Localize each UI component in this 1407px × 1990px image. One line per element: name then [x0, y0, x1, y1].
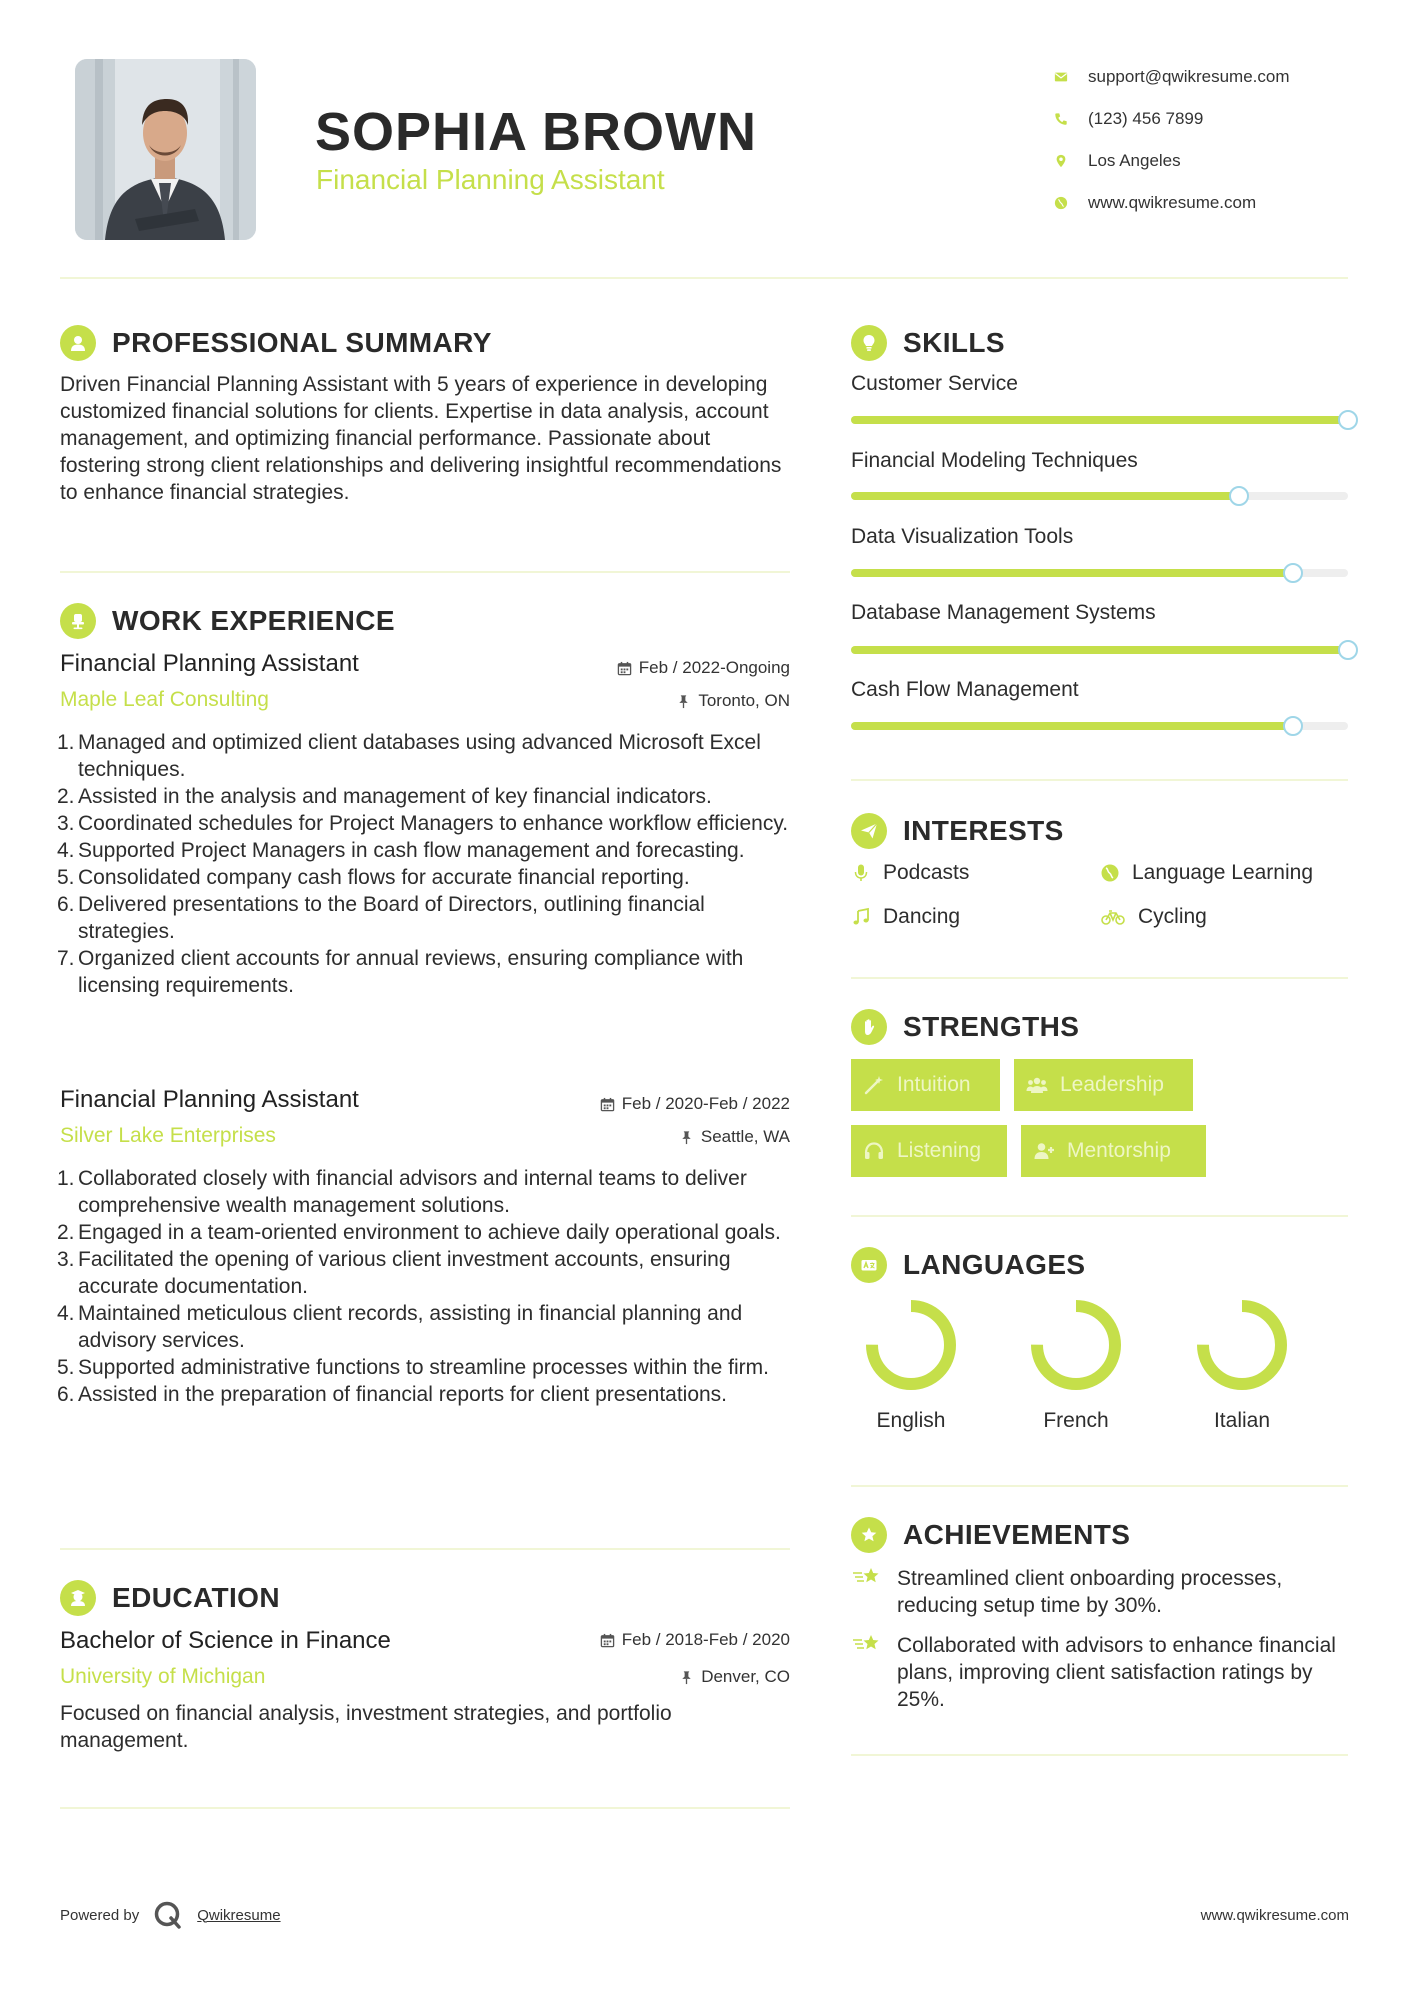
skills-title: SKILLS	[903, 327, 1005, 358]
strength-leadership	[1014, 1059, 1193, 1111]
job-2-company: Silver Lake Enterprises	[60, 1124, 276, 1147]
summary-text: Driven Financial Planning Assistant with 5 years of experience in developing customized financial solutions for clients. Expertise in data analysis, account management, and optimizing financial performance. Passionate about fostering strong client relationships and delivering insightful recommendations to enhance financial strategies.	[60, 373, 782, 504]
skill-1-name: Customer Service	[851, 372, 1018, 395]
degree-title: Bachelor of Science in Finance	[60, 1627, 391, 1654]
interests-heading	[851, 813, 1064, 849]
languages-title: LANGUAGES	[903, 1249, 1086, 1280]
languages-divider	[851, 1485, 1348, 1487]
skill-2-knob	[1229, 486, 1249, 506]
summary-divider	[60, 571, 790, 573]
globe-icon	[1100, 863, 1120, 883]
job-1-company: Maple Leaf Consulting	[60, 688, 269, 711]
interest-language-learning	[1100, 861, 1313, 885]
work-heading	[60, 603, 395, 639]
job-1-dates-text: Feb / 2022-Ongoing	[638, 658, 790, 677]
magic-wand-icon	[863, 1074, 885, 1096]
interest-cycling-label: Cycling	[1138, 905, 1207, 928]
group-icon	[1026, 1074, 1048, 1096]
skill-4-bar	[851, 646, 1348, 654]
strength-listening-label: Listening	[897, 1139, 982, 1162]
interests-title: INTERESTS	[903, 815, 1064, 846]
contact-email[interactable]	[1052, 56, 1352, 98]
skill-3-fill	[851, 569, 1293, 577]
skill-4-knob	[1338, 640, 1358, 660]
header-divider	[60, 277, 1348, 279]
skill-5-bar	[851, 722, 1348, 730]
contact-location-text: Los Angeles	[1088, 151, 1181, 170]
language-french-ring	[1028, 1297, 1124, 1393]
job-2-duties	[57, 1165, 800, 1408]
paper-plane-icon	[851, 813, 887, 849]
calendar-icon	[600, 1097, 615, 1112]
pushpin-icon	[676, 694, 691, 709]
strength-listening	[851, 1125, 1007, 1177]
job-1-duties	[57, 729, 800, 999]
music-note-icon	[851, 907, 871, 927]
candidate-title: Financial Planning Assistant	[316, 164, 665, 195]
skill-4-name: Database Management Systems	[851, 601, 1156, 624]
work-title: WORK EXPERIENCE	[112, 605, 395, 636]
job-1-location	[676, 691, 790, 711]
education-dates-text: Feb / 2018-Feb / 2020	[621, 1630, 790, 1649]
summary-title: PROFESSIONAL SUMMARY	[112, 327, 492, 358]
list-item: 1. Collaborated closely with financial advisors and internal teams to deliver comprehensive wealth management solutions.	[57, 1167, 747, 1217]
qwikresume-logo-icon	[153, 1900, 183, 1930]
strengths-heading	[851, 1009, 1079, 1045]
language-english-label: English	[876, 1409, 946, 1432]
list-item: 3. Facilitated the opening of various client investment accounts, ensuring accurate documentation.	[57, 1248, 731, 1298]
interest-podcasts	[851, 861, 969, 885]
contact-list	[1052, 56, 1352, 224]
briefcase-chair-icon	[60, 603, 96, 639]
calendar-icon	[617, 661, 632, 676]
skill-5-knob	[1283, 716, 1303, 736]
skill-1-bar	[851, 416, 1348, 424]
contact-phone-text: (123) 456 7899	[1088, 109, 1204, 128]
person-photo-icon	[75, 59, 256, 240]
job-2-title: Financial Planning Assistant	[60, 1086, 359, 1113]
contact-phone[interactable]	[1052, 98, 1352, 140]
powered-by-label: Powered by	[60, 1906, 140, 1924]
envelope-icon	[1052, 70, 1088, 84]
list-item: 4. Supported Project Managers in cash flow management and forecasting.	[57, 839, 745, 862]
list-item: 5. Supported administrative functions to streamline processes within the firm.	[57, 1356, 769, 1379]
translate-icon	[851, 1247, 887, 1283]
strength-intuition-label: Intuition	[897, 1073, 971, 1096]
footer-powered-by	[60, 1900, 281, 1930]
skill-4-fill	[851, 646, 1348, 654]
skill-1-fill	[851, 416, 1348, 424]
list-item: 2. Engaged in a team-oriented environment to achieve daily operational goals.	[57, 1221, 781, 1244]
calendar-icon	[600, 1633, 615, 1648]
shooting-star-icon	[851, 1632, 883, 1660]
list-item: 2. Assisted in the analysis and management of key financial indicators.	[57, 785, 712, 808]
strengths-divider	[851, 1215, 1348, 1217]
contact-location	[1052, 140, 1352, 182]
list-item: 5. Consolidated company cash flows for accurate financial reporting.	[57, 866, 690, 889]
skill-3-knob	[1283, 563, 1303, 583]
language-french	[1016, 1297, 1136, 1433]
job-1-title: Financial Planning Assistant	[60, 650, 359, 677]
skill-5-name: Cash Flow Management	[851, 678, 1079, 701]
interest-podcasts-label: Podcasts	[883, 861, 970, 884]
language-english-ring	[863, 1297, 959, 1393]
interest-language-learning-label: Language Learning	[1132, 861, 1314, 884]
map-pin-icon	[1052, 154, 1088, 168]
language-english	[851, 1297, 971, 1433]
add-user-icon	[1033, 1140, 1055, 1162]
list-item: 6. Delivered presentations to the Board of Directors, outlining financial strategies.	[57, 893, 705, 943]
contact-website-text: www.qwikresume.com	[1088, 193, 1257, 212]
summary-heading	[60, 325, 492, 361]
qwikresume-link[interactable]: Qwikresume	[197, 1906, 281, 1924]
achievements-title: ACHIEVEMENTS	[903, 1519, 1131, 1550]
languages-heading	[851, 1247, 1086, 1283]
education-location	[679, 1667, 790, 1687]
phone-icon	[1052, 112, 1088, 126]
job-2-location-text: Seattle, WA	[700, 1127, 790, 1146]
job-2-dates-text: Feb / 2020-Feb / 2022	[621, 1094, 790, 1113]
skill-2-bar	[851, 492, 1348, 500]
skill-3-name: Data Visualization Tools	[851, 525, 1074, 548]
strength-intuition	[851, 1059, 1000, 1111]
skill-1-knob	[1338, 410, 1358, 430]
bicycle-icon	[1100, 907, 1126, 927]
strengths-title: STRENGTHS	[903, 1011, 1080, 1042]
strength-mentorship	[1021, 1125, 1206, 1177]
skill-3-bar	[851, 569, 1348, 577]
list-item: 1. Managed and optimized client databases using advanced Microsoft Excel techniques.	[57, 731, 761, 781]
candidate-name: SOPHIA BROWN	[315, 102, 757, 162]
pushpin-icon	[679, 1130, 694, 1145]
skills-heading	[851, 325, 1005, 361]
achievements-heading	[851, 1517, 1130, 1553]
interest-cycling	[1100, 905, 1207, 929]
interest-dancing	[851, 905, 960, 929]
language-italian-ring	[1194, 1297, 1290, 1393]
education-title: EDUCATION	[112, 1582, 280, 1613]
skills-divider	[851, 779, 1348, 781]
pushpin-icon	[679, 1670, 694, 1685]
school-name: University of Michigan	[60, 1665, 266, 1688]
skill-5-fill	[851, 722, 1293, 730]
strength-mentorship-label: Mentorship	[1067, 1139, 1171, 1162]
education-text: Focused on financial analysis, investment strategies, and portfolio management.	[60, 1702, 672, 1752]
language-french-label: French	[1043, 1409, 1109, 1432]
footer-site[interactable]: www.qwikresume.com	[1200, 1907, 1349, 1924]
list-item: 7. Organized client accounts for annual reviews, ensuring compliance with licensing requirements.	[57, 947, 744, 997]
contact-website[interactable]	[1052, 182, 1352, 224]
job-2-location	[679, 1127, 790, 1147]
shooting-star-icon	[851, 1565, 883, 1593]
interest-dancing-label: Dancing	[883, 905, 961, 928]
list-item: 3. Coordinated schedules for Project Managers to enhance workflow efficiency.	[57, 812, 789, 835]
education-divider	[60, 1807, 790, 1809]
achievement-2-text: Collaborated with advisors to enhance financial plans, improving client satisfaction ratings by 25%.	[897, 1634, 1336, 1711]
language-italian-label: Italian	[1213, 1409, 1271, 1432]
list-item: 4. Maintained meticulous client records, assisting in financial planning and advisory services.	[57, 1302, 743, 1352]
hand-icon	[851, 1009, 887, 1045]
achievement-2	[851, 1632, 1348, 1713]
list-item: 6. Assisted in the preparation of financial reports for client presentations.	[57, 1383, 728, 1406]
graduation-icon	[60, 1580, 96, 1616]
skill-2-fill	[851, 492, 1239, 500]
contact-email-text: support@qwikresume.com	[1088, 67, 1290, 86]
achievement-1	[851, 1565, 1348, 1619]
microphone-icon	[851, 863, 871, 883]
skill-2-name: Financial Modeling Techniques	[851, 449, 1138, 472]
lightbulb-icon	[851, 325, 887, 361]
interests-divider	[851, 977, 1348, 979]
strength-leadership-label: Leadership	[1060, 1073, 1164, 1096]
star-badge-icon	[851, 1517, 887, 1553]
job-1-dates	[617, 658, 790, 678]
headphones-icon	[863, 1140, 885, 1162]
work-divider	[60, 1548, 790, 1550]
achievement-1-text: Streamlined client onboarding processes, reducing setup time by 30%.	[897, 1567, 1283, 1617]
job-2-dates	[600, 1094, 790, 1114]
language-italian	[1182, 1297, 1302, 1433]
user-icon	[60, 325, 96, 361]
education-location-text: Denver, CO	[701, 1667, 790, 1686]
globe-icon	[1052, 196, 1088, 210]
education-heading	[60, 1580, 280, 1616]
achievements-divider	[851, 1754, 1348, 1756]
profile-photo	[75, 59, 256, 240]
education-dates	[600, 1630, 790, 1650]
job-1-location-text: Toronto, ON	[698, 691, 790, 710]
